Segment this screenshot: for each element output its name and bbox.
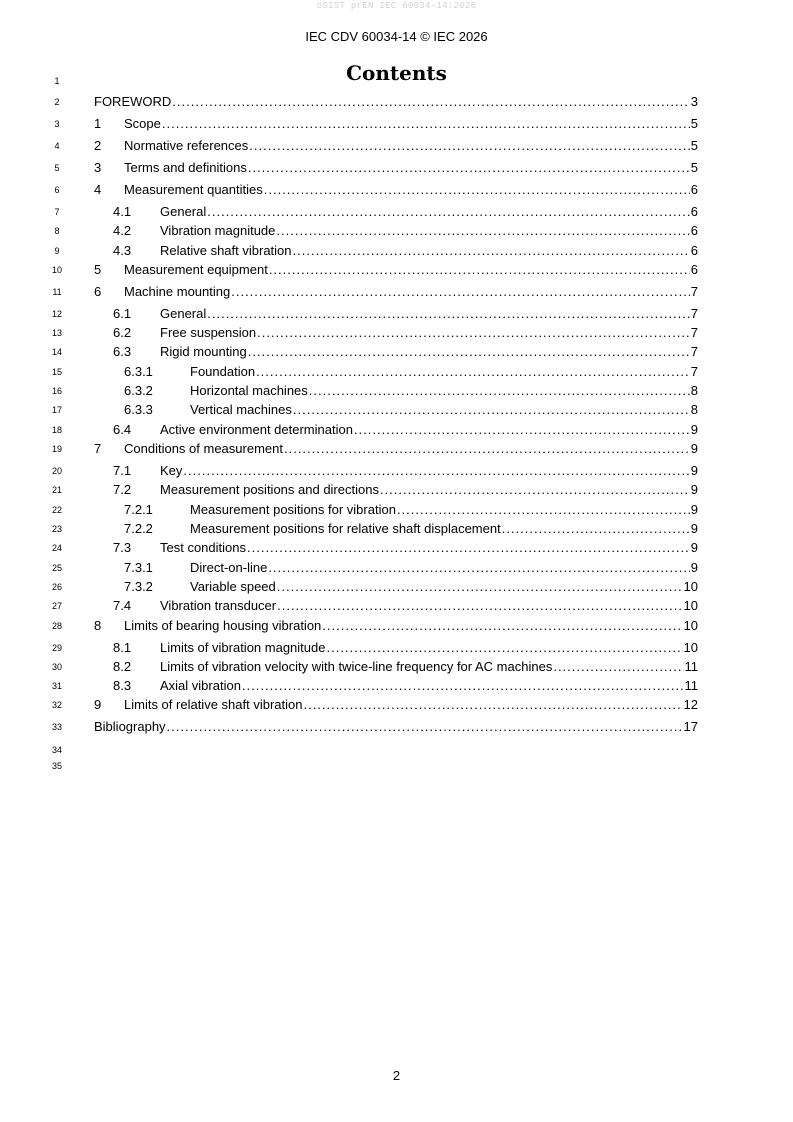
toc-entry-title: Vibration transducer	[160, 598, 277, 613]
toc-leader-dots	[248, 344, 690, 360]
toc-entry[interactable]	[0, 160, 793, 176]
toc-entry-title: Measurement positions for vibration	[190, 502, 396, 517]
toc-entry[interactable]	[0, 618, 793, 634]
toc-entry[interactable]	[0, 560, 793, 576]
line-number: 15	[51, 367, 62, 377]
toc-entry-title: Rigid mounting	[160, 344, 247, 359]
toc-leader-dots	[303, 697, 682, 713]
toc-entry-number: 7.1	[113, 463, 132, 478]
toc-entry[interactable]	[0, 402, 793, 418]
line-number: 33	[51, 722, 62, 732]
toc-leader-dots	[257, 325, 690, 341]
toc-entry-number: 6.3	[113, 344, 132, 359]
toc-entry[interactable]	[0, 262, 793, 278]
line-number: 17	[51, 405, 62, 415]
line-number: 6	[54, 185, 60, 195]
toc-entry-page: 9	[690, 422, 698, 437]
toc-leader-dots	[269, 262, 690, 278]
toc-leader-dots	[231, 284, 690, 300]
toc-entry-number: 7.3.2	[124, 579, 153, 594]
line-number: 8	[54, 226, 60, 236]
toc-leader-dots	[256, 364, 690, 380]
toc-entry[interactable]	[0, 659, 793, 675]
line-number: 4	[54, 141, 60, 151]
toc-entry-title: Variable speed	[190, 579, 276, 594]
watermark: oSIST prEN IEC 60034-14:2026	[316, 1, 477, 11]
toc-entry-title: General	[160, 204, 207, 219]
toc-entry-number: 4	[94, 182, 102, 197]
toc-entry-number: 1	[94, 116, 102, 131]
toc-entry-page: 5	[690, 116, 698, 131]
toc-leader-dots	[172, 94, 689, 110]
toc-leader-dots	[553, 659, 683, 675]
toc-entry[interactable]	[0, 640, 793, 656]
toc-leader-dots	[162, 116, 690, 132]
toc-entry-number: 6.4	[113, 422, 132, 437]
toc-entry-number: 7.3	[113, 540, 132, 555]
toc-entry-title: Normative references	[124, 138, 249, 153]
toc-entry-number: 4.1	[113, 204, 132, 219]
toc-entry-title: Foundation	[190, 364, 256, 379]
toc-entry-number: 6.1	[113, 306, 132, 321]
line-number: 13	[51, 328, 62, 338]
toc-leader-dots	[322, 618, 682, 634]
running-header: IEC CDV 60034-14 © IEC 2026	[305, 29, 488, 44]
toc-entry-page: 10	[683, 579, 698, 594]
toc-entry[interactable]	[0, 182, 793, 198]
toc-entry-page: 9	[690, 482, 698, 497]
line-number: 3	[54, 119, 60, 129]
line-number: 26	[51, 582, 62, 592]
toc-entry-page: 6	[690, 223, 698, 238]
toc-entry[interactable]	[0, 204, 793, 220]
toc-entry-page: 7	[690, 364, 698, 379]
toc-entry-number: 5	[94, 262, 102, 277]
toc-entry-title: Measurement quantities	[124, 182, 263, 197]
toc-entry[interactable]	[0, 94, 793, 110]
toc-entry-page: 10	[683, 598, 698, 613]
toc-entry-title: Limits of vibration velocity with twice-line frequency for AC machines	[160, 659, 553, 674]
toc-leader-dots	[167, 719, 683, 735]
line-number: 5	[54, 163, 60, 173]
toc-leader-dots	[242, 678, 684, 694]
toc-leader-dots	[293, 402, 690, 418]
toc-entry-page: 9	[690, 560, 698, 575]
toc-entry-number: 6.3.3	[124, 402, 153, 417]
line-number: 25	[51, 563, 62, 573]
toc-leader-dots	[276, 223, 689, 239]
toc-entry-title: Measurement positions for relative shaft displacement	[190, 521, 501, 536]
toc-entry-title: Axial vibration	[160, 678, 241, 693]
toc-entry-number: 7	[94, 441, 102, 456]
line-number: 35	[51, 761, 62, 771]
toc-entry-number: 7.3.1	[124, 560, 153, 575]
toc-leader-dots	[293, 243, 690, 259]
toc-entry-title: Machine mounting	[124, 284, 231, 299]
line-number: 28	[51, 621, 62, 631]
toc-entry-title: Test conditions	[160, 540, 246, 555]
toc-entry-page: 5	[690, 160, 698, 175]
toc-entry-title: Key	[160, 463, 183, 478]
toc-leader-dots	[207, 204, 690, 220]
toc-entry[interactable]	[0, 138, 793, 154]
toc-leader-dots	[268, 560, 689, 576]
line-number: 16	[51, 386, 62, 396]
toc-entry-number: 2	[94, 138, 102, 153]
toc-entry-number: 7.4	[113, 598, 132, 613]
toc-entry-number: 6.2	[113, 325, 132, 340]
toc-entry-title: General	[160, 306, 207, 321]
toc-entry-page: 7	[690, 325, 698, 340]
toc-entry-page: 10	[683, 640, 698, 655]
toc-entry-page: 9	[690, 540, 698, 555]
toc-entry[interactable]	[0, 719, 793, 735]
toc-entry-page: 10	[683, 618, 698, 633]
toc-entry[interactable]	[0, 284, 793, 300]
toc-entry-number: 7.2.1	[124, 502, 153, 517]
toc-entry-title: Limits of bearing housing vibration	[124, 618, 322, 633]
line-number: 32	[51, 700, 62, 710]
line-number: 2	[54, 97, 60, 107]
toc-entry-title: Scope	[124, 116, 161, 131]
toc-entry-title: Direct-on-line	[190, 560, 268, 575]
line-number: 1	[54, 76, 60, 86]
toc-leader-dots	[309, 383, 690, 399]
toc-leader-dots	[380, 482, 690, 498]
line-number: 21	[51, 485, 62, 495]
toc-entry-page: 11	[684, 659, 698, 674]
page-title: Contents	[346, 61, 447, 85]
toc-entry-title: FOREWORD	[94, 94, 172, 109]
toc-entry[interactable]	[0, 697, 793, 713]
toc-entry-page: 6	[690, 182, 698, 197]
toc-entry-page: 5	[690, 138, 698, 153]
toc-entry[interactable]	[0, 441, 793, 457]
toc-entry-page: 11	[684, 678, 698, 693]
toc-entry-page: 6	[690, 262, 698, 277]
toc-entry-page: 8	[690, 402, 698, 417]
toc-entry-number: 7.2.2	[124, 521, 153, 536]
toc-entry-title: Limits of vibration magnitude	[160, 640, 326, 655]
line-number: 7	[54, 207, 60, 217]
line-number: 20	[51, 466, 62, 476]
line-number: 18	[51, 425, 62, 435]
toc-entry[interactable]	[0, 502, 793, 518]
toc-entry[interactable]	[0, 521, 793, 537]
line-number: 19	[51, 444, 62, 454]
toc-entry-page: 6	[690, 243, 698, 258]
toc-leader-dots	[277, 598, 682, 614]
toc-leader-dots	[354, 422, 690, 438]
toc-entry-title: Bibliography	[94, 719, 166, 734]
line-number: 27	[51, 601, 62, 611]
toc-entry-number: 8.1	[113, 640, 132, 655]
toc-entry-page: 9	[690, 502, 698, 517]
toc-entry-title: Horizontal machines	[190, 383, 308, 398]
toc-leader-dots	[502, 521, 690, 537]
toc-entry-title: Active environment determination	[160, 422, 353, 437]
toc-entry-title: Free suspension	[160, 325, 257, 340]
toc-leader-dots	[264, 182, 690, 198]
toc-entry-page: 7	[690, 284, 698, 299]
toc-entry-number: 7.2	[113, 482, 132, 497]
toc-entry[interactable]	[0, 383, 793, 399]
line-number: 9	[54, 246, 60, 256]
toc-entry-page: 12	[683, 697, 698, 712]
toc-leader-dots	[326, 640, 682, 656]
toc-entry[interactable]	[0, 422, 793, 438]
toc-leader-dots	[247, 540, 690, 556]
toc-entry-page: 9	[690, 463, 698, 478]
toc-entry-title: Measurement equipment	[124, 262, 268, 277]
line-number: 11	[52, 287, 62, 297]
toc-entry[interactable]	[0, 463, 793, 479]
line-number: 31	[51, 681, 62, 691]
toc-leader-dots	[284, 441, 690, 457]
toc-entry-number: 6.3.1	[124, 364, 153, 379]
toc-leader-dots	[277, 579, 683, 595]
toc-entry-number: 6.3.2	[124, 383, 153, 398]
toc-leader-dots	[249, 138, 689, 154]
toc-entry-page: 8	[690, 383, 698, 398]
toc-entry-page: 7	[690, 344, 698, 359]
toc-entry-title: Terms and definitions	[124, 160, 247, 175]
toc-entry-number: 4.3	[113, 243, 132, 258]
line-number: 22	[51, 505, 62, 515]
toc-entry[interactable]	[0, 598, 793, 614]
line-number: 29	[51, 643, 62, 653]
toc-entry-page: 9	[690, 441, 698, 456]
toc-entry-title: Vertical machines	[190, 402, 292, 417]
toc-entry-number: 3	[94, 160, 102, 175]
toc-entry[interactable]	[0, 243, 793, 259]
toc-entry-page: 9	[690, 521, 698, 536]
toc-entry-number: 9	[94, 697, 102, 712]
toc-entry-page: 7	[690, 306, 698, 321]
toc-entry[interactable]	[0, 482, 793, 498]
line-number: 12	[51, 309, 62, 319]
toc-entry-title: Vibration magnitude	[160, 223, 276, 238]
line-number: 34	[51, 745, 62, 755]
toc-entry-page: 3	[690, 94, 698, 109]
toc-entry[interactable]	[0, 306, 793, 322]
toc-entry[interactable]	[0, 223, 793, 239]
toc-entry-page: 17	[683, 719, 698, 734]
line-number: 30	[51, 662, 62, 672]
toc-entry[interactable]	[0, 364, 793, 380]
toc-entry-title: Relative shaft vibration	[160, 243, 292, 258]
toc-leader-dots	[207, 306, 690, 322]
toc-entry[interactable]	[0, 540, 793, 556]
line-number: 10	[51, 265, 62, 275]
toc-entry[interactable]	[0, 579, 793, 595]
toc-entry[interactable]	[0, 344, 793, 360]
toc-entry-title: Measurement positions and directions	[160, 482, 379, 497]
toc-entry-title: Conditions of measurement	[124, 441, 283, 456]
page-number: 2	[392, 1068, 401, 1083]
toc-entry[interactable]	[0, 678, 793, 694]
toc-entry-number: 8.3	[113, 678, 132, 693]
toc-entry-title: Limits of relative shaft vibration	[124, 697, 303, 712]
toc-leader-dots	[183, 463, 689, 479]
toc-entry-page: 6	[690, 204, 698, 219]
toc-entry-number: 6	[94, 284, 102, 299]
toc-entry-number: 8	[94, 618, 102, 633]
toc-entry[interactable]	[0, 325, 793, 341]
toc-entry-number: 8.2	[113, 659, 132, 674]
toc-entry-number: 4.2	[113, 223, 132, 238]
line-number: 23	[51, 524, 62, 534]
toc-leader-dots	[397, 502, 690, 518]
toc-entry[interactable]	[0, 116, 793, 132]
toc-leader-dots	[248, 160, 690, 176]
line-number: 24	[51, 543, 62, 553]
line-number: 14	[51, 347, 62, 357]
